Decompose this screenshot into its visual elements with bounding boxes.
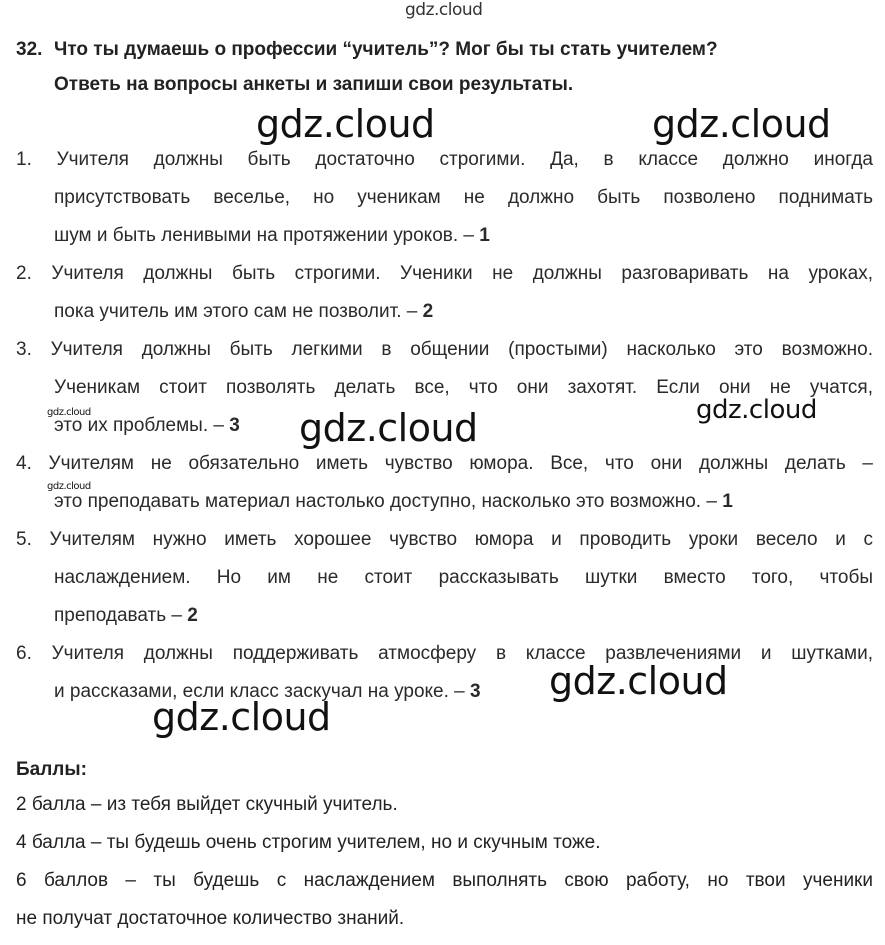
item-line: 2. Учителя должны быть строгими. Ученики не должны разговаривать на уроках, — [16, 263, 873, 284]
watermark: gdz.cloud — [549, 659, 728, 703]
score-line-4: не получат достаточное количество знаний. — [16, 908, 405, 929]
task-line-2: Ответь на вопросы анкеты и запиши свои результаты. — [54, 74, 574, 95]
item-line-last: это их проблемы. – 3 — [54, 415, 240, 436]
task-line-1: 32. Что ты думаешь о профессии “учитель”? Мог бы ты стать учителем? — [16, 32, 876, 67]
item-line: 1. Учителя должны быть достаточно строгими. Да, в классе должно иногда — [16, 149, 873, 170]
task-number: 32. — [16, 39, 43, 60]
item-line: 6. Учителя должны поддерживать атмосферу в классе развлечениями и шутками, — [16, 643, 873, 664]
item-score: 3 — [470, 681, 481, 702]
item-score: 1 — [722, 491, 733, 512]
item-line-last: и рассказами, если класс заскучал на уроке. – 3 — [54, 681, 481, 702]
item-line-last: пока учитель им этого сам не позволит. – 2 — [54, 301, 434, 322]
watermark-top: gdz.cloud — [405, 0, 483, 20]
watermark: gdz.cloud — [256, 102, 435, 146]
item-score: 3 — [229, 415, 240, 436]
item-line: 4. Учителям не обязательно иметь чувство юмора. Все, что они должны делать – — [16, 453, 873, 474]
watermark: gdz.cloud — [152, 695, 331, 739]
item-score: 1 — [479, 225, 490, 246]
list-item-4 — [16, 445, 873, 521]
item-score: 2 — [187, 605, 198, 626]
watermark: gdz.cloud — [299, 406, 478, 450]
item-line-last: шум и быть ленивыми на протяжении уроков. – 1 — [54, 225, 490, 246]
list-item-1 — [16, 141, 873, 255]
item-line: Ученикам стоит позволять делать все, что они захотят. Если они не учатся, — [54, 377, 873, 398]
task-heading — [16, 32, 876, 102]
watermark: gdz.cloud — [47, 407, 91, 418]
score-line-3: 6 баллов – ты будешь с наслаждением выполнять свою работу, но твои ученики — [16, 870, 873, 891]
item-line-last: преподавать – 2 — [54, 605, 198, 626]
watermark: gdz.cloud — [696, 395, 817, 425]
watermark: gdz.cloud — [47, 481, 91, 492]
item-line: наслаждением. Но им не стоит рассказывать шутки вместо того, чтобы — [54, 567, 873, 588]
list-item-5 — [16, 521, 873, 635]
score-line-2: 4 балла – ты будешь очень строгим учителем, но и скучным тоже. — [16, 832, 601, 853]
list-item-2 — [16, 255, 873, 331]
item-line: 5. Учителям нужно иметь хорошее чувство юмора и проводить уроки весело и с — [16, 529, 873, 550]
item-line: присутствовать веселье, но ученикам не должно быть позволено поднимать — [54, 187, 873, 208]
item-line-last: это преподавать материал настолько доступно, насколько это возможно. – 1 — [54, 491, 733, 512]
item-line: 3. Учителя должны быть легкими в общении (простыми) насколько это возможно. — [16, 339, 873, 360]
score-line-1: 2 балла – из тебя выйдет скучный учитель. — [16, 794, 398, 815]
list-item-6 — [16, 635, 873, 711]
watermark: gdz.cloud — [652, 102, 831, 146]
item-score: 2 — [422, 301, 434, 322]
scores-title: Баллы: — [16, 759, 87, 780]
